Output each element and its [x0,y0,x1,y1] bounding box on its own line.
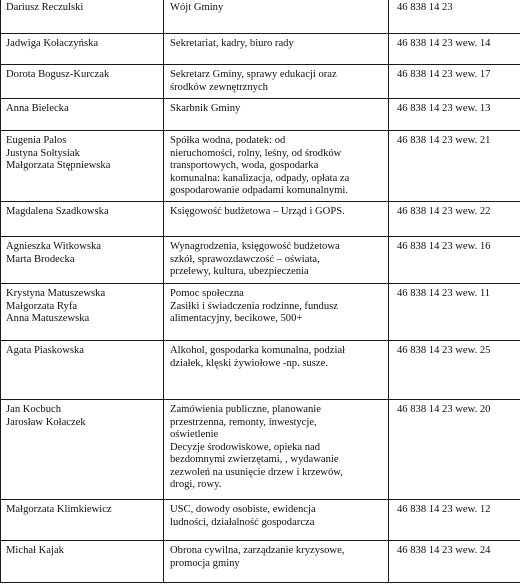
employee-names-cell [1,541,164,583]
employee-name: Małgorzata Klimkiewicz [6,504,112,515]
responsibility-line: alimentacyjny, becikowe, 500+ [170,313,303,324]
employee-names-cell [1,237,164,284]
table-row [1,131,520,202]
table-row [1,65,520,99]
phone-number: 46 838 14 23 wew. 21 [397,135,491,146]
phone-cell [389,0,520,34]
responsibility-line: przestrzenna, remonty, inwestycje, [170,416,317,428]
employee-names-cell [1,34,164,65]
responsibility-line: gospodarowanie odpadami komunalnymi. [170,185,348,196]
responsibility-line: Zasiłki i świadczenia rodzinne, fundusz [170,300,338,312]
responsibilities-cell [164,0,389,34]
phone-number: 46 838 14 23 wew. 22 [397,206,491,217]
employee-names-cell [1,400,164,500]
responsibility-line: bezdomnymi zwierzętami, , wydawanie [170,454,339,465]
employee-name: Jadwiga Kołaczyńska [6,38,99,49]
phone-cell [389,284,520,341]
responsibility-line: USC, dowody osobiste, ewidencja [170,504,316,515]
responsibility-line: przelewy, kultura, ubezpieczenia [170,266,309,277]
phone-number: 46 838 14 23 wew. 16 [397,241,491,252]
phone-cell [389,131,520,202]
responsibilities-cell [164,237,389,284]
responsibility-line: środków zewnętrznych [170,81,268,93]
employee-name: Jan Kocbuch [6,404,62,415]
phone-number: 46 838 14 23 wew. 25 [397,345,491,356]
responsibilities-cell [164,500,389,541]
phone-cell [389,237,520,284]
phone-number: 46 838 14 23 wew. 13 [397,103,491,114]
employee-names-cell [1,284,164,341]
responsibility-line: Spółka wodna, podatek: od [170,135,286,146]
table-row [1,237,520,284]
responsibility-line: oświetlenie [170,429,219,440]
employee-name: Agnieszka Witkowska [6,241,101,252]
phone-cell [389,65,520,99]
responsibility-line: drogi, rowy. [170,479,222,490]
responsibility-line: promocja gminy [170,557,240,569]
table-row [1,99,520,131]
table-row [1,0,520,34]
responsibilities-cell [164,400,389,500]
employee-names-cell [1,202,164,237]
employee-name: Małgorzata Ryfa [6,300,78,312]
employee-name: Magdalena Szadkowska [6,206,109,217]
responsibility-line: Sekretariat, kadry, biuro rady [170,38,294,49]
responsibility-line: Pomoc społeczna [170,288,244,299]
responsibility-line: Obrona cywilna, zarządzanie kryzysowe, [170,545,345,556]
table-row [1,541,520,583]
responsibility-line: Decyzje środowiskowe, opieka nad [170,441,321,453]
employee-names-cell [1,341,164,400]
phone-number: 46 838 14 23 wew. 14 [397,38,491,49]
responsibilities-cell [164,284,389,341]
table-row [1,34,520,65]
responsibility-line: Księgowość budżetowa – Urząd i GOPS. [170,206,345,217]
phone-cell [389,541,520,583]
responsibility-line: zezwoleń na usunięcie drzew i krzewów, [170,466,343,478]
phone-cell [389,34,520,65]
responsibility-line: Zamówienia publiczne, planowanie [170,404,321,415]
phone-cell [389,400,520,500]
table-row [1,341,520,400]
responsibility-line: Wójt Gminy [170,2,224,13]
table-row [1,202,520,237]
phone-number: 46 838 14 23 wew. 20 [397,404,491,415]
employee-name: Eugenia Palos [6,135,67,146]
employee-name: Jarosław Kołaczek [6,416,86,428]
employee-name: Marta Brodecka [6,253,75,265]
employee-names-cell [1,500,164,541]
employee-name: Dorota Bogusz-Kurczak [6,69,110,80]
employee-name: Anna Bielecka [6,103,69,114]
table-row [1,284,520,341]
employee-name: Dariusz Reczulski [6,2,84,13]
phone-number: 46 838 14 23 [397,2,453,13]
phone-number: 46 838 14 23 wew. 17 [397,69,491,80]
responsibilities-cell [164,99,389,131]
employee-name: Justyna Sołtysiak [6,147,80,159]
employee-name: Agata Piaskowska [6,345,84,356]
responsibility-line: komunalna: kanalizacja, odpady, opłata za [170,172,350,184]
phone-cell [389,202,520,237]
responsibility-line: Skarbnik Gminy [170,103,241,114]
responsibilities-cell [164,65,389,99]
phone-cell [389,500,520,541]
phone-number: 46 838 14 23 wew. 12 [397,504,491,515]
phone-number: 46 838 14 23 wew. 11 [397,288,491,299]
responsibility-line: Wynagrodzenia, księgowość budżetowa [170,241,340,252]
responsibilities-cell [164,341,389,400]
responsibility-line: szkół, sprawozdawczość – oświata, [170,253,320,265]
employee-name: Michał Kajak [6,545,64,556]
responsibility-line: nieruchomości, rolny, leśny, od środków [170,147,342,159]
employee-names-cell [1,131,164,202]
employee-name: Anna Matuszewska [6,313,90,324]
staff-directory-body [1,0,520,583]
responsibilities-cell [164,541,389,583]
employee-names-cell [1,65,164,99]
responsibilities-cell [164,202,389,237]
table-row [1,400,520,500]
responsibility-line: działek, klęski żywiołowe -np. susze. [170,357,328,369]
phone-cell [389,99,520,131]
employee-name: Krystyna Matuszewska [6,288,106,299]
employee-names-cell [1,99,164,131]
employee-name: Małgorzata Stępniewska [6,160,111,171]
responsibility-line: ludności, działalność gospodarcza [170,516,315,528]
responsibility-line: Sekretarz Gminy, sprawy edukacji oraz [170,69,337,80]
responsibilities-cell [164,131,389,202]
phone-cell [389,341,520,400]
table-row [1,500,520,541]
employee-names-cell [1,0,164,34]
responsibilities-cell [164,34,389,65]
phone-number: 46 838 14 23 wew. 24 [397,545,491,556]
responsibility-line: Alkohol, gospodarka komunalna, podział [170,345,346,356]
responsibility-line: transportowych, woda, gospodarka [170,160,319,171]
